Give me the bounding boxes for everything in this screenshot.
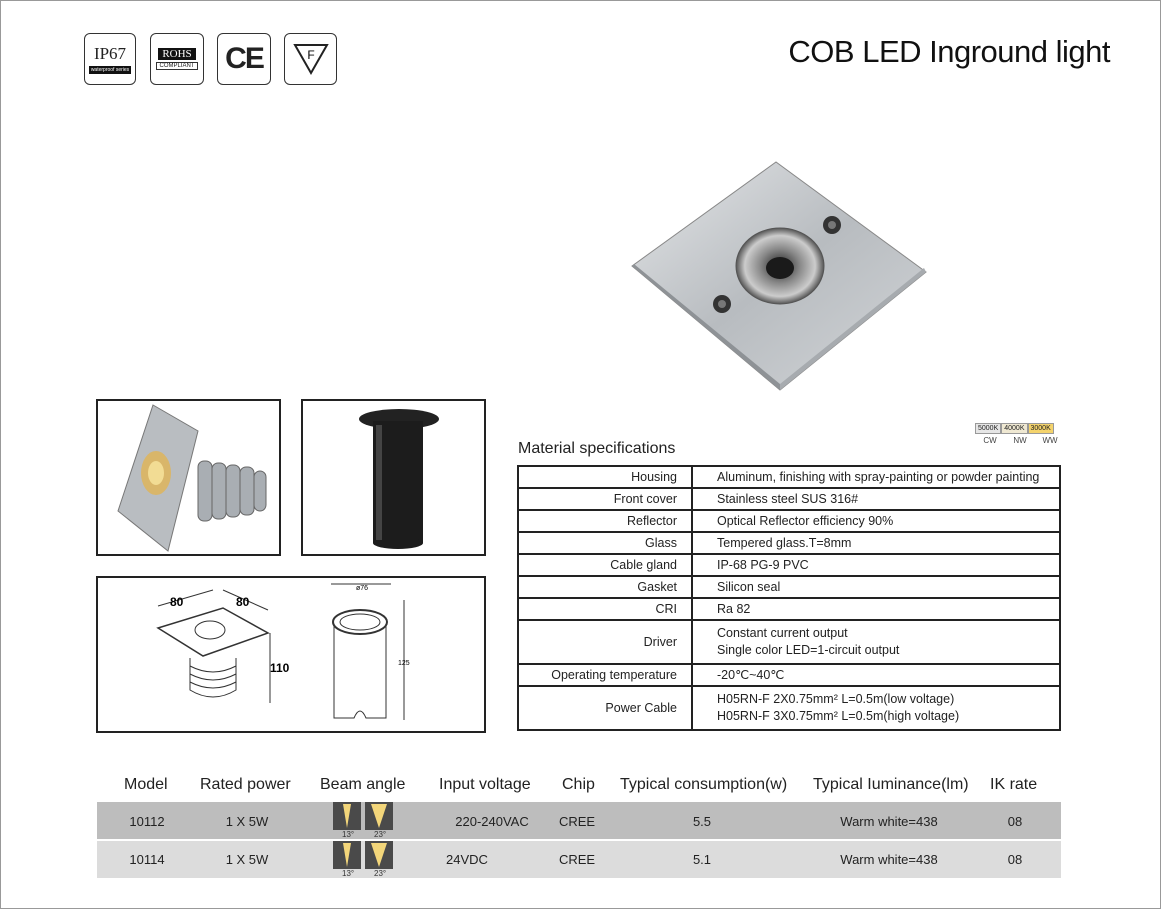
beam-label-13: 13°: [342, 830, 355, 839]
row-power: 1 X 5W: [225, 814, 269, 829]
svg-text:F: F: [306, 48, 315, 62]
row-model: 10112: [129, 814, 165, 829]
material-row: Housing Aluminum, finishing with spray-painting or powder painting: [518, 466, 1060, 488]
cct-code-ww: WW: [1042, 436, 1058, 445]
header-rated-power: Rated power: [200, 776, 291, 793]
material-row: Driver Constant current output Single color LED=1-circuit output: [518, 620, 1060, 664]
header-chip: Chip: [562, 776, 595, 793]
row-chip: CREE: [558, 852, 596, 867]
header-typical-consumption: Typical consumption(w): [620, 776, 788, 793]
row-model: 10114: [129, 852, 165, 867]
row-ik: 08: [1007, 814, 1023, 829]
row-luminance: Warm white=438: [840, 814, 938, 829]
beam-label-23: 23°: [374, 869, 387, 878]
row-power: 1 X 5W: [225, 852, 269, 867]
ip67-subtext: waterproof series: [90, 67, 130, 73]
header-typical-luminance: Typical Iuminance(lm): [813, 776, 969, 793]
page-title: COB LED Inground light: [788, 34, 1110, 69]
dim-sleeve-diameter: ø76: [356, 585, 369, 592]
row-luminance: Warm white=438: [840, 852, 938, 867]
cct-code-nw: NW: [1013, 436, 1027, 445]
spec-row: [97, 841, 1061, 878]
beam-narrow-icon: [333, 841, 361, 869]
dim-sleeve-height: 125: [398, 660, 410, 667]
sleeve-photo: [301, 399, 486, 556]
cct-5000k: 5000K: [975, 423, 1001, 434]
angle-view-photo: [96, 399, 281, 556]
header-beam-angle: Beam angle: [320, 776, 406, 793]
ip67-badge: [84, 33, 136, 85]
color-temperature-codes: [975, 436, 1065, 445]
material-table: [517, 465, 1061, 731]
row-voltage: 24VDC: [446, 852, 488, 867]
material-row: Reflector Optical Reflector efficiency 90%: [518, 510, 1060, 532]
rohs-text: ROHS: [158, 48, 195, 60]
material-row: Gasket Silicon seal: [518, 576, 1060, 598]
header-model: Model: [124, 776, 168, 793]
rohs-badge: [150, 33, 204, 85]
header-ik-rate: IK rate: [990, 776, 1038, 793]
beam-label-13: 13°: [342, 869, 355, 878]
header-input-voltage: Input voltage: [439, 776, 531, 793]
row-consumption: 5.5: [692, 814, 712, 829]
beam-label-23: 23°: [374, 830, 387, 839]
row-consumption: 5.1: [692, 852, 712, 867]
material-row: Operating temperature -20℃~40℃: [518, 664, 1060, 686]
cct-3000k: 3000K: [1028, 423, 1054, 434]
product-photo: [628, 160, 930, 392]
dim-width-a: 80: [170, 595, 184, 609]
beam-wide-icon: [365, 841, 393, 869]
material-row: Glass Tempered glass.T=8mm: [518, 532, 1060, 554]
spec-row: [97, 802, 1061, 839]
dim-width-b: 80: [236, 595, 250, 609]
row-chip: CREE: [558, 814, 596, 829]
f-mark-badge: [284, 33, 337, 85]
material-heading: Material specifications: [518, 440, 676, 457]
ce-badge: [217, 33, 271, 85]
color-temperature-swatches: [975, 423, 1054, 434]
beam-wide-icon: [365, 802, 393, 830]
dimension-drawing: [96, 576, 486, 733]
material-row: Power Cable H05RN-F 2X0.75mm² L=0.5m(low voltage) H05RN-F 3X0.75mm² L=0.5m(high voltage): [518, 686, 1060, 730]
f-triangle-icon: [291, 39, 331, 79]
cct-4000k: 4000K: [1001, 423, 1027, 434]
row-voltage: 220-240VAC: [455, 814, 529, 829]
cct-code-cw: CW: [983, 436, 997, 445]
material-row: Cable gland IP-68 PG-9 PVC: [518, 554, 1060, 576]
row-ik: 08: [1007, 852, 1023, 867]
material-row: Front cover Stainless steel SUS 316#: [518, 488, 1060, 510]
beam-narrow-icon: [333, 802, 361, 830]
dim-height: 110: [270, 661, 290, 675]
material-row: CRI Ra 82: [518, 598, 1060, 620]
ip67-text: IP67: [93, 44, 127, 63]
rohs-subtext: COMPLIANT: [156, 62, 197, 70]
ce-text: CE: [225, 42, 263, 75]
